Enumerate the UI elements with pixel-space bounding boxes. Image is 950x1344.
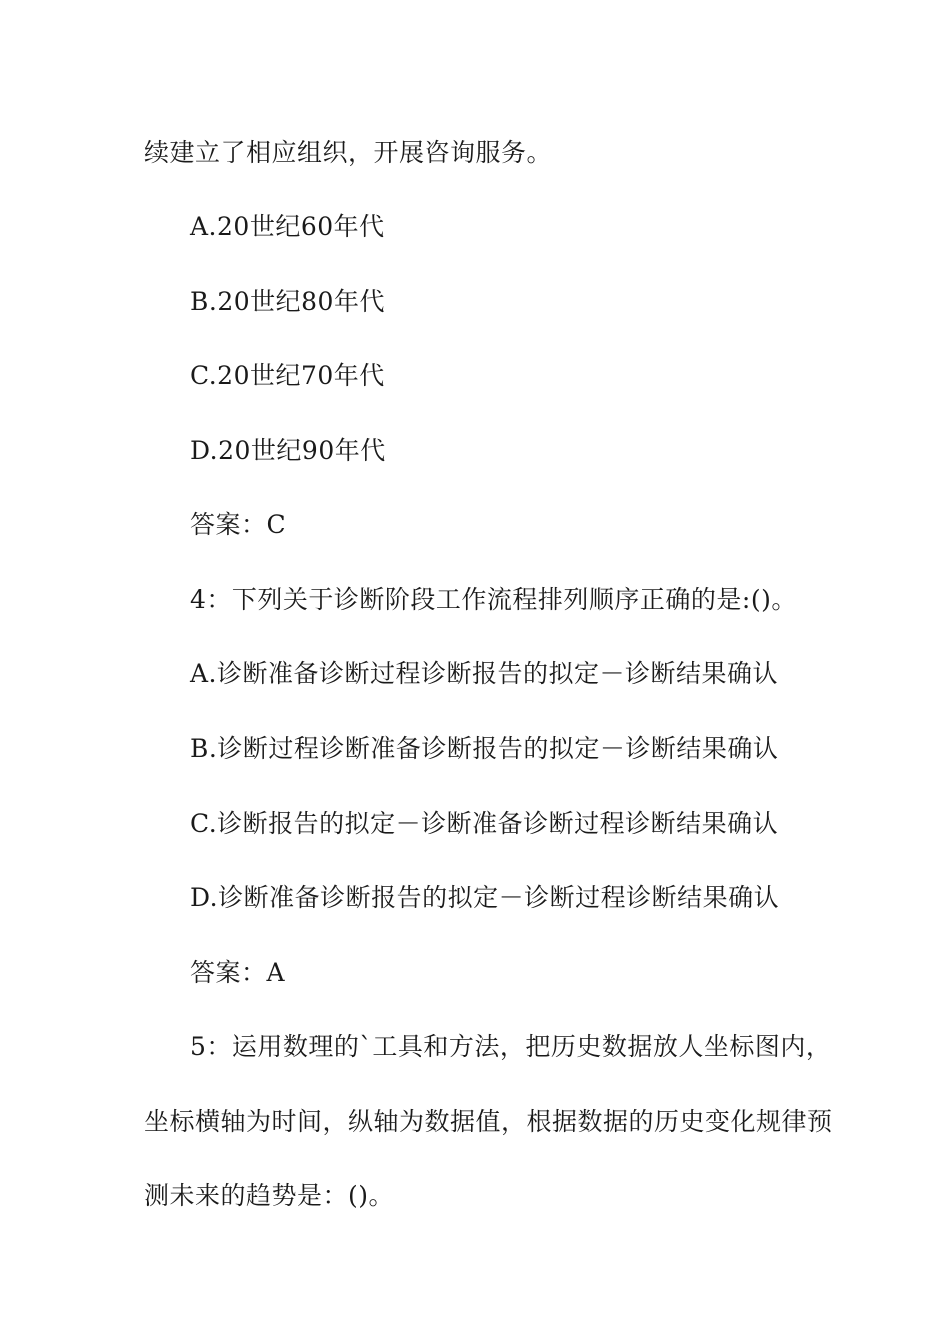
q3-option-c: C.20世纪70年代 <box>190 361 385 390</box>
q3-answer: 答案：C <box>190 510 287 539</box>
q4-question: 4：下列关于诊断阶段工作流程排列顺序正确的是:()。 <box>190 585 797 614</box>
q5-question-line-1: 5：运用数理的`工具和方法，把历史数据放人坐标图内， <box>190 1032 832 1061</box>
q4-option-c: C.诊断报告的拟定－诊断准备诊断过程诊断结果确认 <box>190 809 779 838</box>
q3-continuation-text: 续建立了相应组织，开展咨询服务。 <box>144 138 553 167</box>
q5-question-line-2: 坐标横轴为时间，纵轴为数据值，根据数据的历史变化规律预 <box>144 1107 833 1136</box>
q4-option-a: A.诊断准备诊断过程诊断报告的拟定－诊断结果确认 <box>190 659 779 688</box>
q3-option-a: A.20世纪60年代 <box>190 212 385 241</box>
q4-option-b: B.诊断过程诊断准备诊断报告的拟定－诊断结果确认 <box>190 734 779 763</box>
q5-question-line-3: 测未来的趋势是：()。 <box>144 1181 395 1210</box>
q4-answer: 答案：A <box>190 958 286 987</box>
q3-option-d: D.20世纪90年代 <box>190 436 386 465</box>
q4-option-d: D.诊断准备诊断报告的拟定－诊断过程诊断结果确认 <box>190 883 780 912</box>
q3-option-b: B.20世纪80年代 <box>190 287 385 316</box>
